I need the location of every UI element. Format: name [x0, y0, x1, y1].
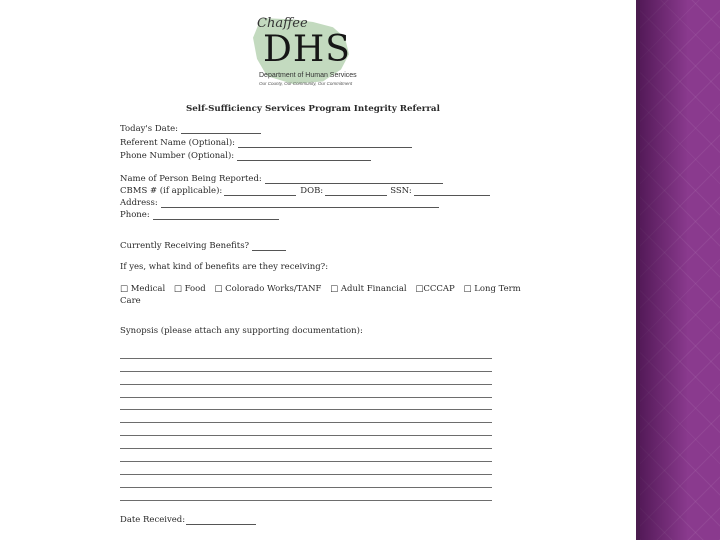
date-received-field[interactable] — [186, 516, 256, 525]
receiving-benefits-row — [120, 241, 286, 251]
benefit-long-term-continued: Care — [120, 296, 141, 306]
synopsis-line — [120, 449, 492, 462]
synopsis-label: Synopsis (please attach any supporting documentation): — [120, 326, 363, 336]
person-reported-label: Name of Person Being Reported: — [120, 174, 262, 184]
benefit-food-checkbox[interactable]: □ Food — [173, 284, 206, 294]
benefit-long-term-checkbox[interactable]: □ Long Term — [463, 284, 521, 294]
benefit-kind-row — [120, 262, 328, 272]
todays-date-label: Today's Date: — [120, 124, 179, 134]
date-received-row — [120, 515, 256, 525]
synopsis-line — [120, 423, 492, 436]
phone-optional-field[interactable] — [237, 152, 371, 161]
decorative-side-panel — [640, 0, 720, 540]
address-label: Address: — [120, 198, 158, 208]
referent-name-field[interactable] — [238, 139, 412, 148]
chaffee-dhs-logo — [253, 14, 363, 92]
logo-department-text: Department of Human Services — [259, 72, 357, 79]
cbms-row — [120, 186, 490, 196]
ssn-label: SSN: — [390, 186, 412, 196]
logo-dhs-text: DHS — [263, 29, 351, 70]
benefit-kind-label: If yes, what kind of benefits are they receiving?: — [120, 262, 329, 272]
synopsis-line — [120, 398, 492, 411]
synopsis-line — [120, 385, 492, 398]
todays-date-row — [120, 124, 261, 134]
phone-label: Phone: — [120, 210, 150, 220]
synopsis-line — [120, 475, 492, 488]
logo-chaffee-text: Chaffee — [257, 16, 308, 31]
phone-optional-label: Phone Number (Optional): — [120, 151, 235, 161]
receiving-benefits-field[interactable] — [252, 242, 286, 251]
synopsis-line — [120, 372, 492, 385]
benefit-medical-checkbox[interactable]: □ Medical — [120, 284, 166, 294]
person-reported-row — [120, 174, 443, 184]
synopsis-row — [120, 326, 363, 336]
ssn-field[interactable] — [414, 187, 490, 196]
benefit-adult-financial-checkbox[interactable]: □ Adult Financial — [330, 284, 407, 294]
synopsis-line — [120, 346, 492, 359]
referent-name-label: Referent Name (Optional): — [120, 138, 236, 148]
synopsis-line — [120, 488, 492, 501]
todays-date-field[interactable] — [181, 125, 261, 134]
address-field[interactable] — [161, 199, 439, 208]
synopsis-line — [120, 359, 492, 372]
benefit-cccap-checkbox[interactable]: □CCCAP — [415, 284, 455, 294]
person-reported-field[interactable] — [265, 175, 443, 184]
form-title: Self-Sufficiency Services Program Integrity Referral — [186, 104, 440, 114]
benefits-checkbox-row — [120, 284, 527, 294]
dob-field[interactable] — [325, 187, 387, 196]
synopsis-line — [120, 436, 492, 449]
synopsis-line — [120, 410, 492, 423]
phone-optional-row — [120, 151, 371, 161]
phone-field[interactable] — [153, 211, 279, 220]
cbms-field[interactable] — [224, 187, 296, 196]
synopsis-field[interactable] — [120, 346, 492, 501]
cbms-label: CBMS # (if applicable): — [120, 186, 223, 196]
synopsis-line — [120, 462, 492, 475]
referent-name-row — [120, 138, 412, 148]
dob-label: DOB: — [300, 186, 324, 196]
address-row — [120, 198, 439, 208]
benefit-colorado-works-checkbox[interactable]: □ Colorado Works/TANF — [214, 284, 322, 294]
receiving-benefits-label: Currently Receiving Benefits? — [120, 241, 250, 251]
phone-row — [120, 210, 279, 220]
date-received-label: Date Received: — [120, 515, 186, 525]
logo-tagline: Our County, Our Community, Our Commitment — [259, 81, 353, 86]
